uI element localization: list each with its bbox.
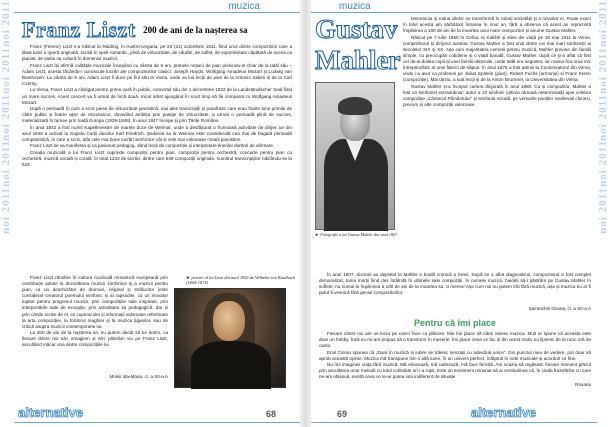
footer-rule [14,422,300,423]
paragraph: Franz Liszt rămâne în cultura muzicală romantică europeană prin contribuție aduse la dezvoltarea muzicii simfonice și a muzicii pentru pian, ca un deschizător de drumuri, original și strălucitor (este considerat creatorul poemului simfonic și al rapsodiei, ca un inovator lupttor pentru progresul muzicii, prin compozițiile sale inspirate, prin interpretările sale de excepție, prin activitatea sa pedagogică, dar și prin cărțile scrise de el, ce cuprind idei și informații valoroase referitoare la arta compoziției, la folclorul maghiar și la muzica țiganilor, sau de critică asupra muzicii contemporane lui. [22,275,168,329]
margin-stamp: noi 2011 [0,46,12,94]
paragraph: Franz Liszt își afirmă calitățile muzicale începând cu vârsta de 6 ani, primele noțiuni de pian primindu-le chiar de la tatăl său – Adam Liszt, acesta făcându-i cunoscute lucrări ale compozitorilor clasici: Joseph Haydn, Wolfgang Amadeus Mozart și Ludwig van Beethoven. La vârsta de 9 ani, Adam Liszt îl duce pe fiul său la Viena, unde va lua lecții de pian de la Antonio Salieri și de la Carl Czerny. [22,62,292,86]
title-name: Gustav Mahler [315,14,401,75]
paragraph: Franz Liszt se va manifesta și ca pasionat pedagog, dând lecții de compoziție și interpretare tinerilor doritori de afirmare. [30,143,275,149]
paragraph: Franz (Ferenc) Liszt s-a născut la Raiding, în Austro-Ungaria, pe 22 (21) octombrie 1811, fiind unul dintre compozitorii care a lăsat lumii o operă originală, scrisă în spirit romantic, plină de virtuozitate, de căutări, de suflet, de expresivitate căpătată de scena ca pianist, de vasta sa cultură în domeniul muzicii. [22,44,292,62]
header-rule [311,12,597,13]
title-name: Franz Liszt [22,17,136,42]
paragraph: Nu îmi imaginez viața fără muzică. Mă relaxează, mă calmează, mă face fericită. Am ocazia să regăsesc fiecare moment plăcut prin ascultarea unor melodii cu totul colindate ori i-a rupit. Este un sentiment minunat să ai certitudinea că, în ciuda frustrărilor cu care ne-am obișnuit, există ceva ce te-ar putea iuta indiferent de situație. [319,362,591,380]
brand-logo: alternative [18,405,84,420]
paragraph: Gustav Mahler și-a început cariera dirijorală în anul 1880. Ca și compozitor, Mahler a fost un simfonist extraordinar: autor a 10 simfonii (ultima rămasă neterminată) apoi celebra compoziție „Cântecul Pământului” și simfonia vocală, pe versurile poeților medievali chinezi, precum și alte compoziții valoroase. [403,83,591,108]
margin-stamp: noi 2011 [597,187,609,235]
liszt-portrait-image [174,288,286,388]
author-signature: Roxana [575,382,591,387]
paragraph: Creația muzicală a lui Franz Liszt cuprinde compoziții pentru pian, compoziții pentru orchestră, concerte pentru pian cu orchestră, muzică vocală și corală. În total 1233 de lucrări, dintre care 649 compoziții originale, numărul transcripțiilor ridicându-se la 622. [22,149,292,168]
footer-rule [311,422,597,423]
paragraph: Monotonia și rutina zilelor ne transformă în roboți societății și a nevoilor ei. Poate exact în felul acesta am sărbătorit întrarea în nou! an, fără a observa că acest an reprezintă împlinirea a 100 de ani de la moartea unui mare compozitor și anume Gustav Mahler. [403,16,591,34]
margin-stamp: noi 2011 [0,187,12,235]
page-number: 69 [337,409,348,419]
title-subtitle: 200 de ani de la nașterea sa [143,25,248,35]
section-body [319,331,591,381]
margin-stamp: noi 2011 [597,0,609,47]
brand-logo: alternative [471,405,537,420]
photo-hair [338,97,372,115]
photo-caption: ► Fotografie a lui Gustav Mahler din anul 1907 [315,232,398,237]
section-heading: Pentru că îmi place [413,318,497,328]
author-signature: Șametchin Oxana, cl. a XII-a A [528,306,591,311]
article-body-main [403,16,591,272]
author-signature: Moisii Ida-Maria, cl. a XII-a A [109,374,168,379]
left-margin-stamps [0,0,14,427]
paragraph: În anul 1842 a fost numit Kapellmeister de marele duce de Weimar, unde a desfășurat o frumoasă activitate de dirijor, iar din anul 1848 a activat la Capela Curții ducelui Karl Friedrich. Șederea sa la Weimar este considerată cea mai de bogată perioadă componistică, în care a scris, atât cele mai bune lucrări simfonice cât și cele mai valoroase creații pianistice. [22,124,292,142]
paragraph: Fiecare dintre noi are un lucru pe care-l face cu plăcere. Mie îmi place să cânt; iubesc muzica. Mult ar spune că aceasta este doar un hobby. Însă eu mi-am propus să o transform în meserie. Îmi place ceea ce fac și din acest motiv nu lipsesc de la nicio oră de canto. [319,331,591,349]
portrait-caption: ► portret al lui Liszt din anul 1856 de Wilhelm von Kaulbach (1804-1874) [186,275,295,286]
section-label: muzica [228,1,260,12]
right-page [311,0,597,427]
margin-stamp: noi 2011 [597,46,609,94]
page-number: 68 [266,409,277,419]
page-gutter [300,0,311,427]
margin-stamp: noi 2011 [0,140,12,188]
right-margin-stamps [597,0,611,427]
portrait-face [213,301,245,341]
article-title [22,17,292,41]
left-page [14,0,300,427]
paragraph: La 200 de ani de la nașterea sa, nu putem decât să ne dorim, ca fiecare dintre noi să-i omagiem și să-i păstrăm viu pe Franz Liszt, ascultând măcar una dintre compozițiile lui. [22,330,168,348]
paragraph: În anul 1907, doctorii au depistat la Mahler o boală cronică a inimii. După ce a aflat diagnosticul, compozitorul a fost complet demoralizat, toma morții fiind des întâlnită în ultimele sale compoziții. În numele muzicii, haideți să-l păstrăm pe Gustav Mahler în suflete, nu numai la împlinirea a 100 de ani de la moartea sa, ci mereu! Așa cum noi nu putem trăi fără muzică, așa și muzica nu ar fi putut fi vesnică fără geniul compozitorilor. [319,272,591,296]
article-body-top [22,44,292,272]
paragraph: Născut pe 7 iulie 1860 în Cehia, la Kaliště și stins din viață pe 18 mai 1911 la Viena, compozitorul și dirijorul austriac Gustav Mahler a fost unul dintre cei mai mari simfoniști ai secolelor XIX și XX. Așa cum majoritatea cernerii pentru muzică, Mahler provine din familii simple, cu preocupări cotidiene și o viață banală, Gustav Mahler, după ce și-a aflat că fost cel de-al doilea copil al unei familii obișnuite, unde tatăl era negustor, iar mama fica unui mic întreprinzător al unei fabrici de săpun. În anul 1875 a fost admis la Conservatorul din Viena, unde i-a avut ca profesori pe Julius Epstein (pian), Robert Fuchs (armonie) și Franz Krenn (compoziție). Mai târziu, a luat lecții și de la Anton Bruckner, la Universitatea din Viena. [403,34,591,83]
article-body-bottom [22,275,168,373]
paragraph: Emil Cioran spunea că „Doar în muzică și iubire se trăiesc senzații cu adevărat unice”. Din punctul meu de vedere, pot doar să aprob această opinie. Muzica mă transpune într-o altă lume, în un univers perfect, înfăptuit în note muzicale și acorduri ce fine. [319,349,591,361]
portrait-coat [191,341,271,389]
margin-stamp: noi 2011 [0,0,12,47]
paragraph: După o perioadă în care a scris piese de virtuozitate pianistică, mai ales transcripții și parafraze care erau foarte bine primite de către public și foarte ușor de recunoscut, dovedind ambiția prin pasaje de virtuozitate, a urmat o perioadă plină de succes, materializată în turnee prin toată Europa (1839-1848). În anul 1847 începe și prin Țările Române. [22,106,292,124]
margin-stamp: noi 2011 [597,93,609,141]
section-label: muzica [339,1,371,12]
margin-stamp: noi 2011 [0,93,12,141]
mahler-photo-image [315,82,395,230]
paragraph: La Viena, Franz Liszt a câștigat pentru prima oară în public, concertul său din 1 decembrie 1822 de la Landständischer Saal fiind un mare succes. Acest concert va fi urmat de încă două, micul artist ajungând în scurt timp să fie comparat cu Wolfgang Amadeus Mozart. [22,87,292,105]
article-body-full [319,272,591,302]
header-rule [14,12,300,13]
margin-stamp: noi 2011 [597,140,609,188]
